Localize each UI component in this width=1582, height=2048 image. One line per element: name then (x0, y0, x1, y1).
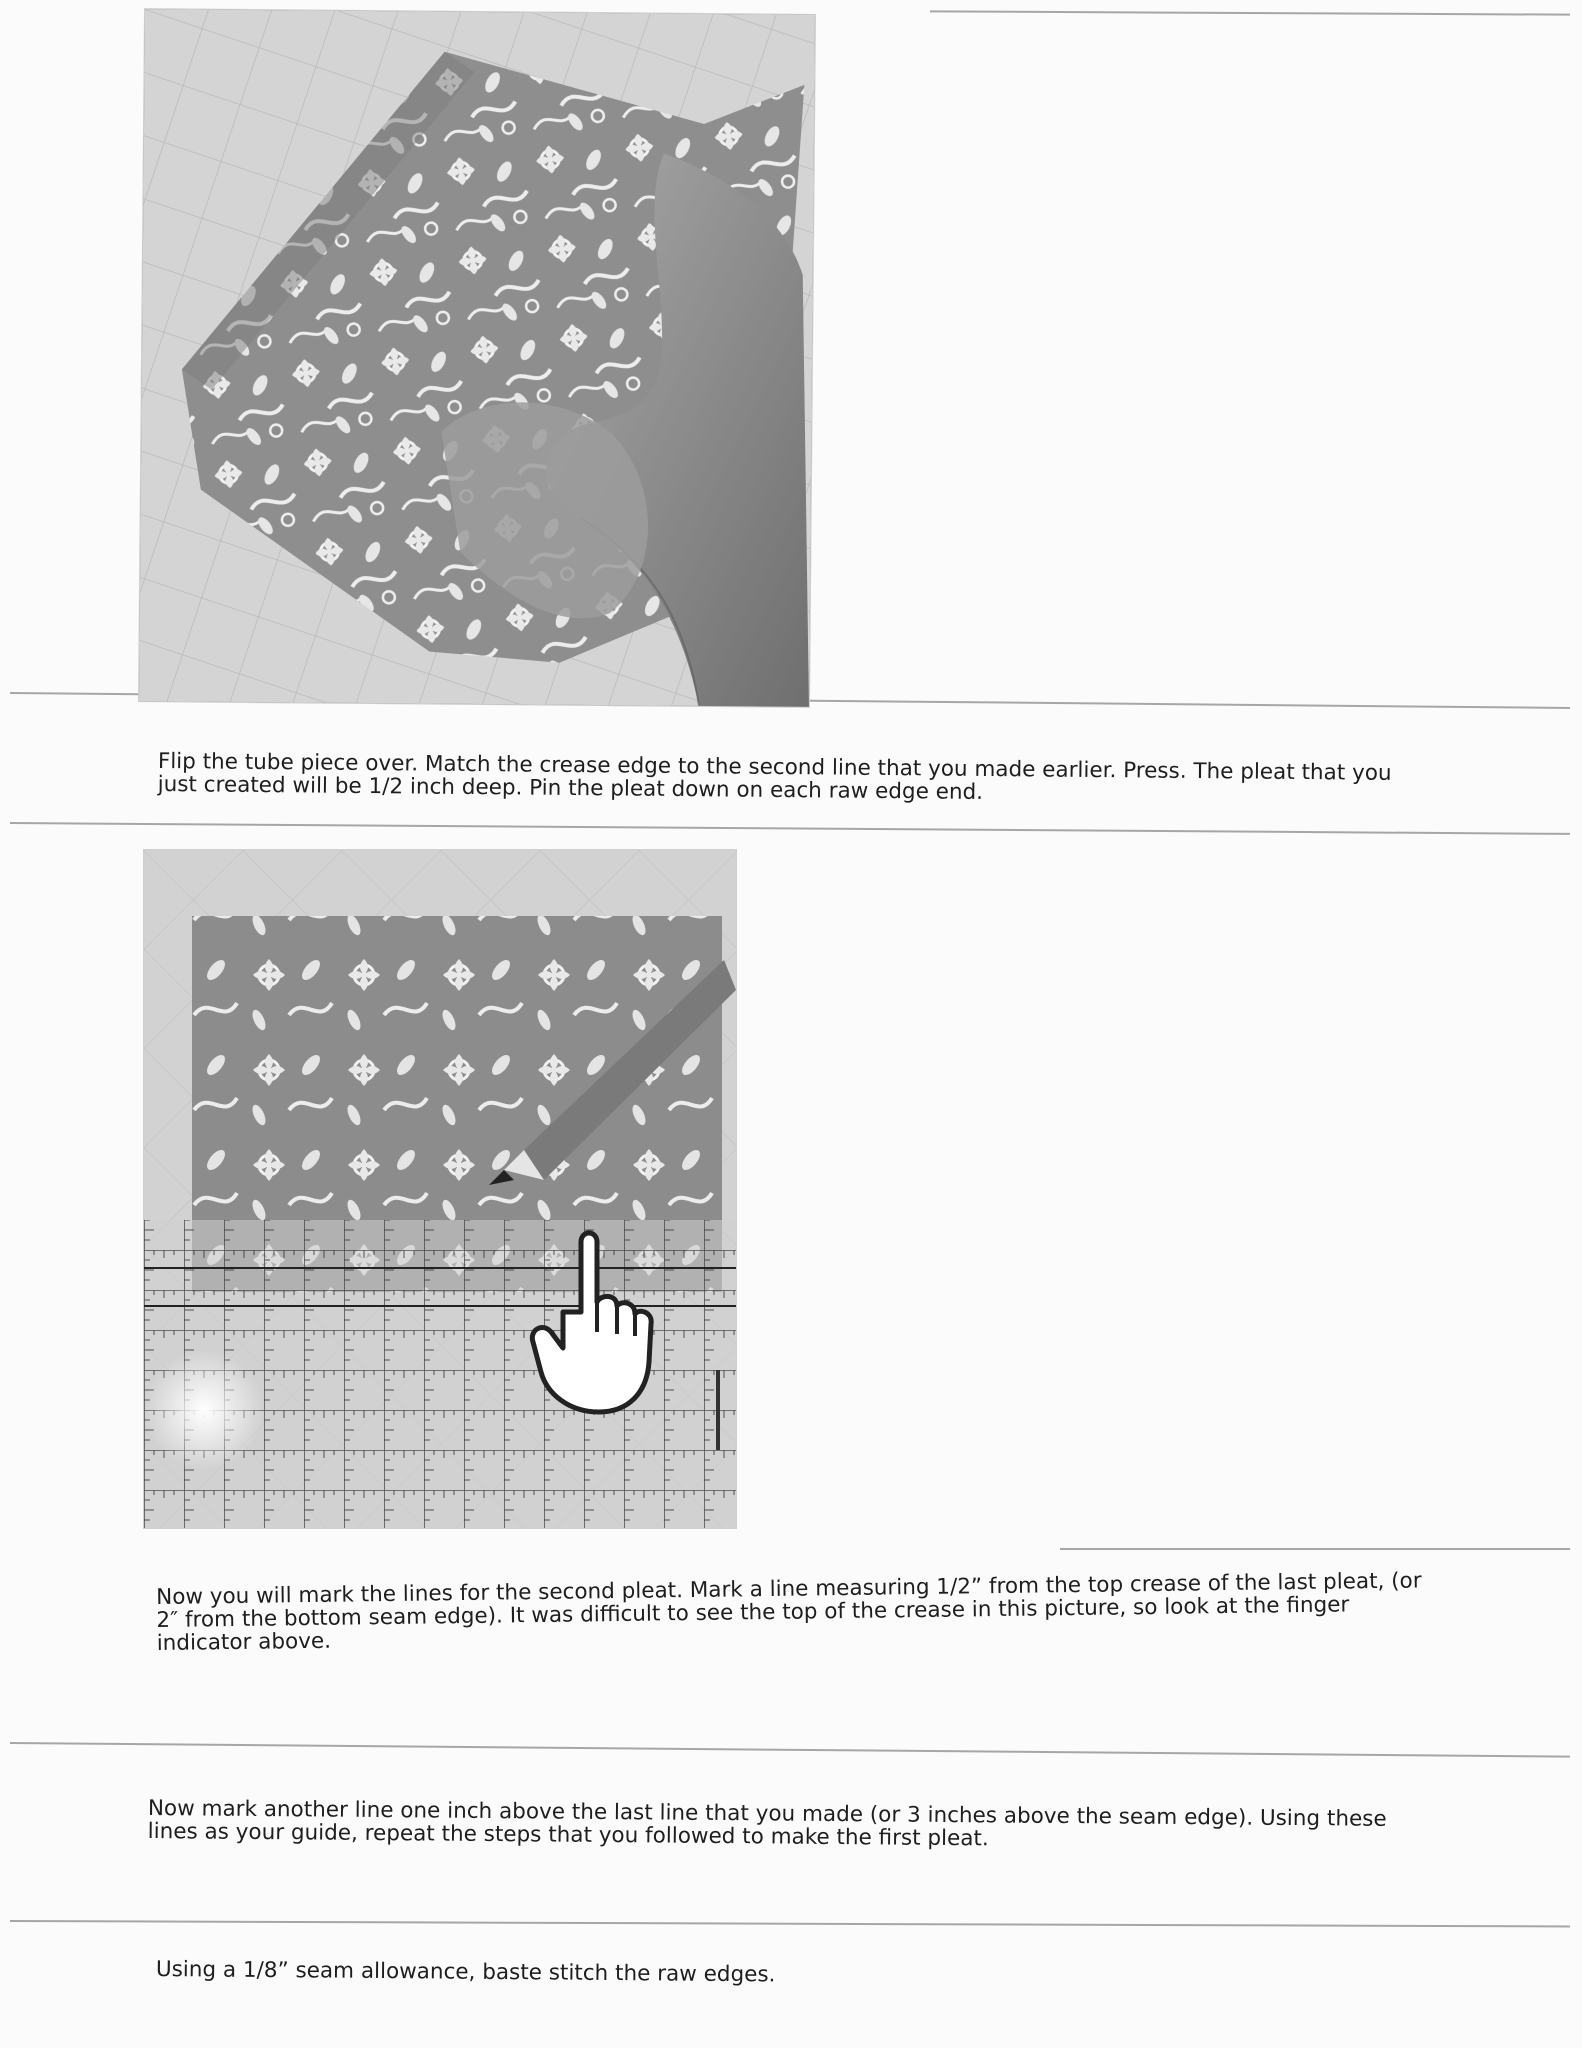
divider (10, 822, 1570, 835)
ruler-marking-photo (144, 850, 736, 1528)
fabric-fold-photo (139, 9, 815, 707)
divider (1060, 1548, 1570, 1550)
divider (10, 1742, 1570, 1758)
step-2-text: Now you will mark the lines for the second pleat. Mark a line measuring 1/2” from the top crease of the last pleat, (or 2″ from the bottom seam edge). It was difficult to see the top of the crease in this picture, so look at the finger indicator above. (155, 1568, 1422, 1656)
step-1-text: Flip the tube piece over. Match the crease edge to the second line that you made earlier. Press. The pleat that you just created will be 1/2 inch deep. Pin the pleat down on each raw edge end. (157, 749, 1392, 805)
divider (930, 10, 1570, 15)
step-3-text: Now mark another line one inch above the last line that you made (or 3 inches above the seam edge). Using these lines as your guide, repeat the steps that you followed to make the first pleat. (147, 1796, 1387, 1852)
divider (10, 1920, 1570, 1927)
step-4-text: Using a 1/8” seam allowance, baste stitch the raw edges. (155, 1957, 776, 1988)
